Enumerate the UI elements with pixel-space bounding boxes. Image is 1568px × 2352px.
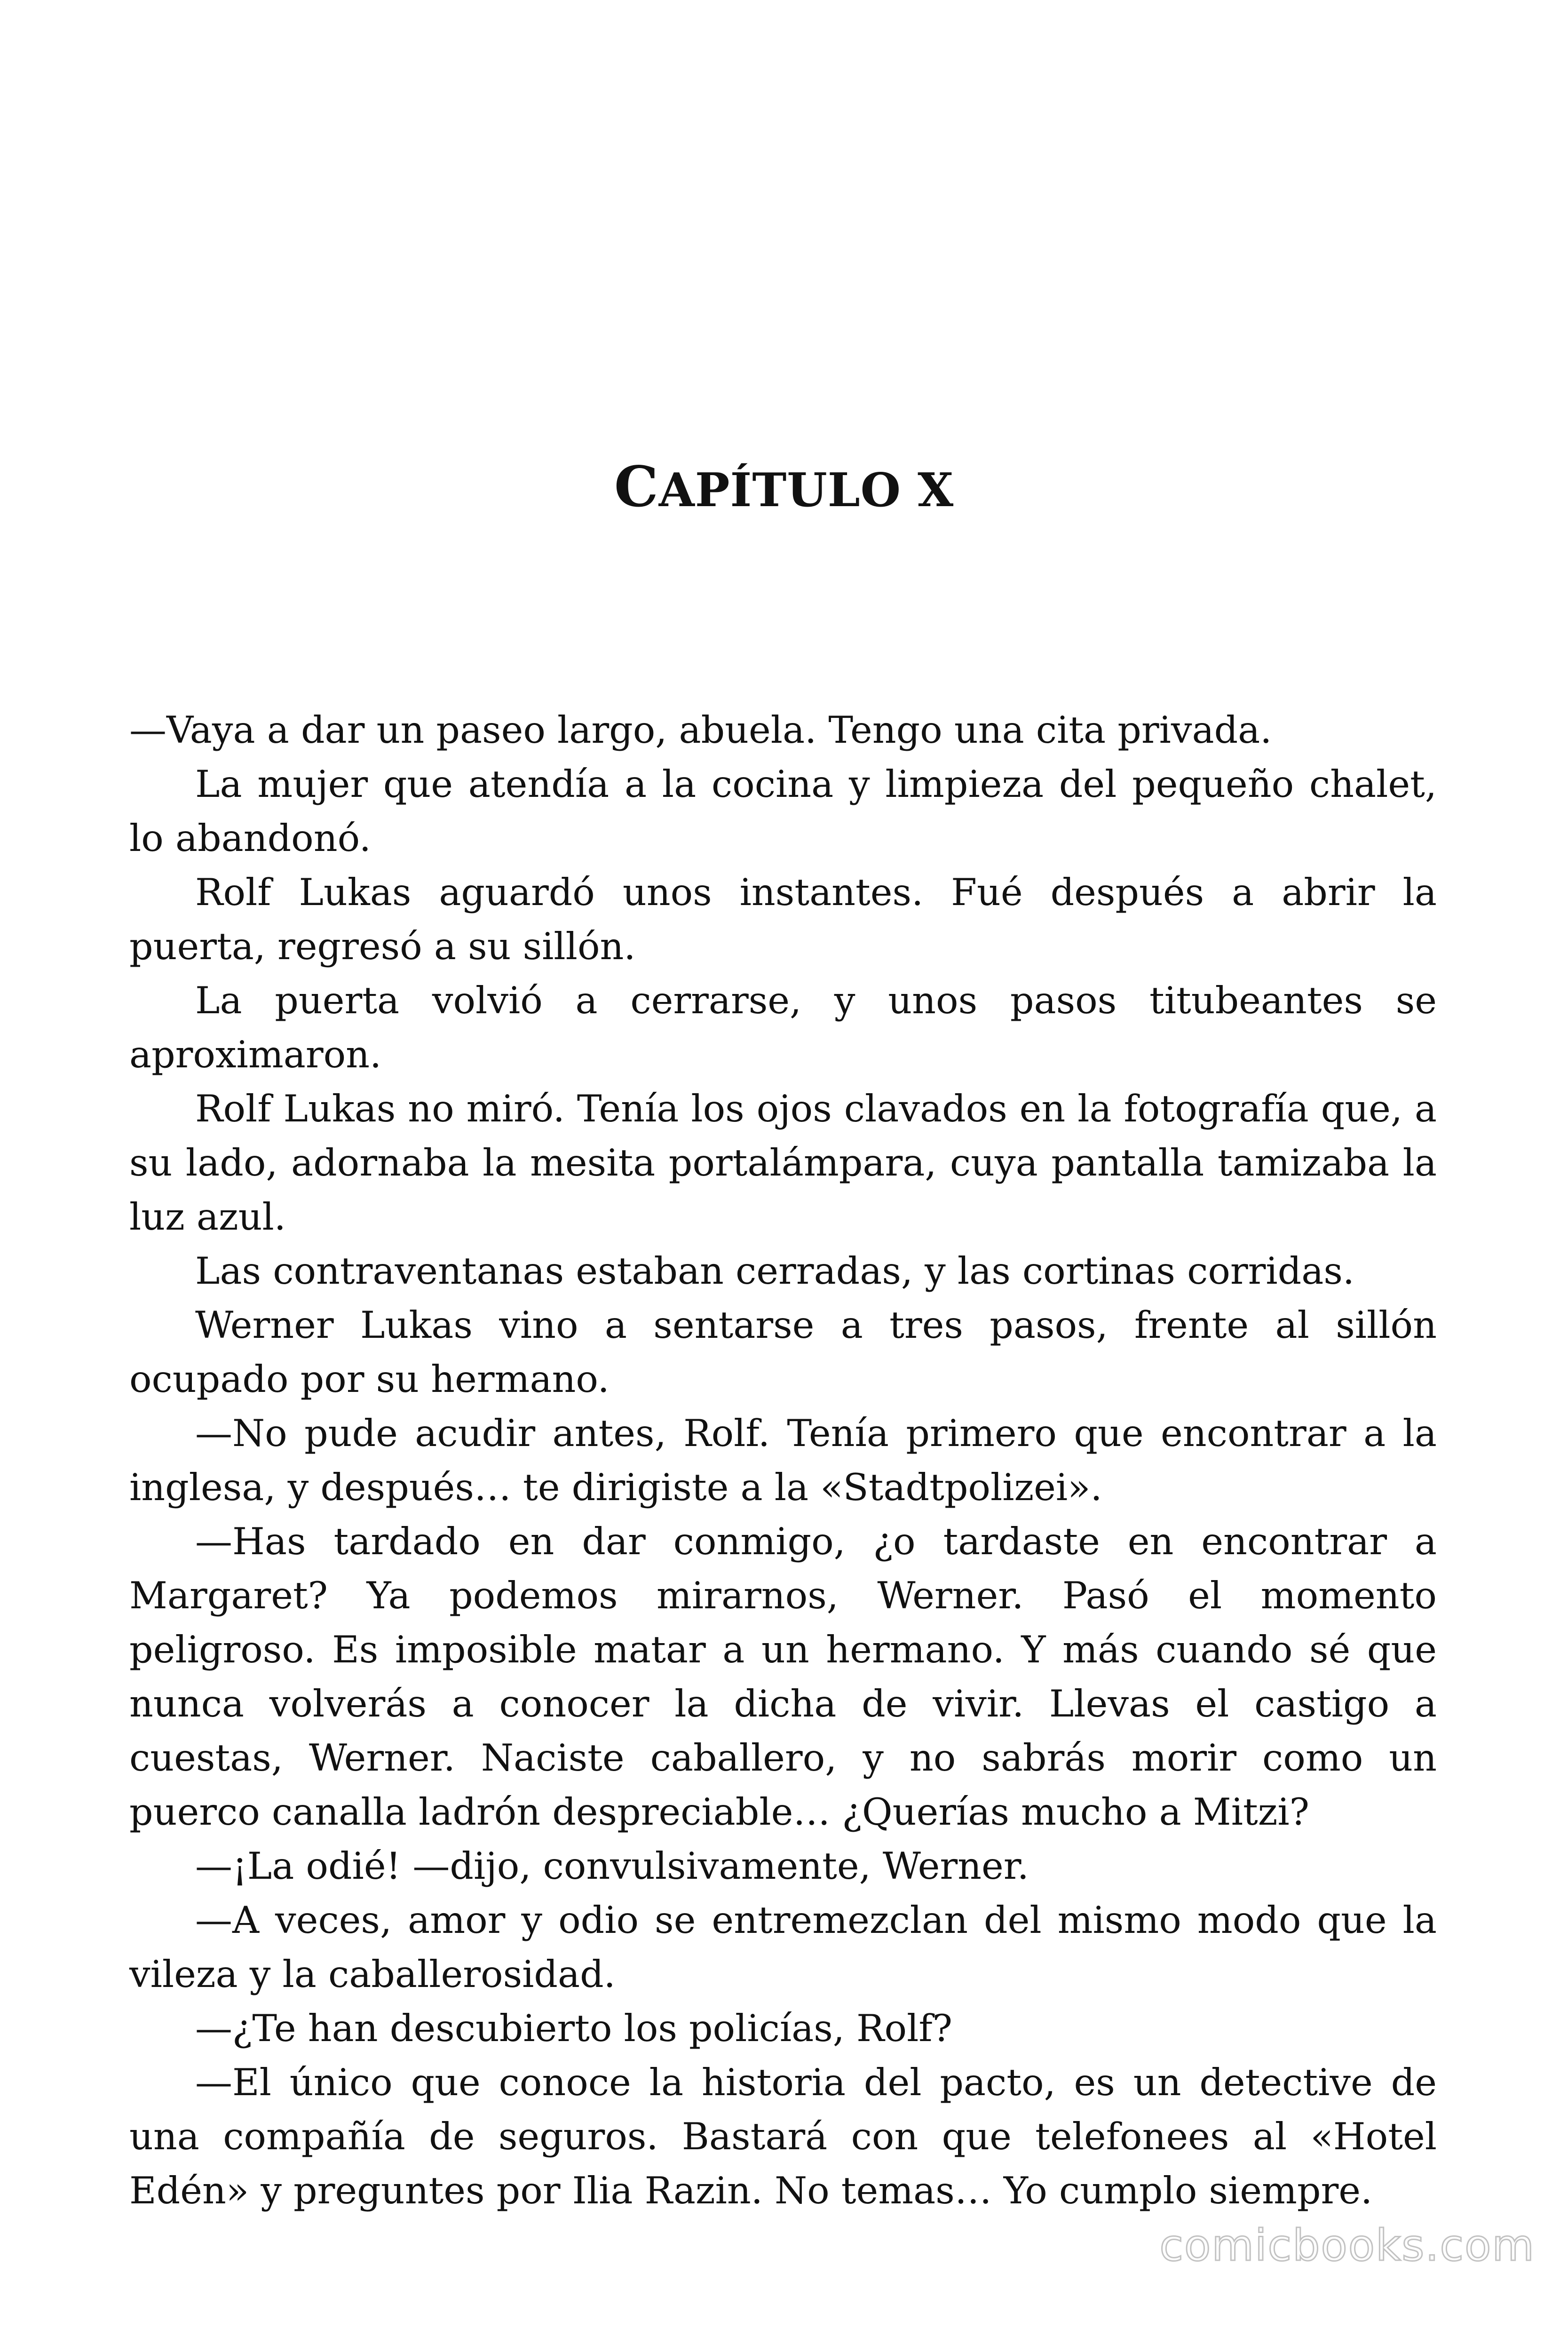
- paragraph: La puerta volvió a cerrarse, y unos pasos titubeantes se aproximaron.: [129, 979, 1437, 1076]
- paragraph: Rolf Lukas no miró. Tenía los ojos clavados en la fotografía que, a su lado, adornaba la mesita portalámpara, cuya pantalla tamizaba la luz azul.: [129, 1087, 1437, 1239]
- chapter-title-initial: C: [614, 454, 659, 519]
- paragraph: —No pude acudir antes, Rolf. Tenía primero que encontrar a la inglesa, y después… te dirigiste a la «Stadtpolizei».: [129, 1412, 1437, 1509]
- paragraph: Werner Lukas vino a sentarse a tres pasos, frente al sillón ocupado por su hermano.: [129, 1303, 1437, 1401]
- chapter-body: [129, 703, 1437, 2218]
- chapter-title-rest: APÍTULO X: [658, 463, 954, 517]
- paragraph: La mujer que atendía a la cocina y limpieza del pequeño chalet, lo abandonó.: [129, 763, 1437, 860]
- watermark: comicbooks.com: [1159, 2220, 1535, 2271]
- paragraph: —El único que conoce la historia del pacto, es un detective de una compañía de seguros. Bastará con que telefonees al «Hotel Edén» y preguntes por Ilia Razin. No temas… Yo cumplo siempre.: [129, 2061, 1437, 2212]
- paragraph: Rolf Lukas aguardó unos instantes. Fué después a abrir la puerta, regresó a su sillón.: [129, 871, 1437, 968]
- paragraph: Las contraventanas estaban cerradas, y las cortinas corridas.: [195, 1249, 1355, 1293]
- paragraph: —Has tardado en dar conmigo, ¿o tardaste en encontrar a Margaret? Ya podemos mirarnos, Werner. Pasó el momento peligroso. Es imposible matar a un hermano. Y más cuando sé que nunca volverás a conocer la dicha de vivir. Llevas el castigo a cuestas, Werner. Naciste caballero, y no sabrás morir como un puerco canalla ladrón despreciable… ¿Querías mucho a Mitzi?: [129, 1520, 1437, 1834]
- paragraph: —Vaya a dar un paseo largo, abuela. Tengo una cita privada.: [129, 708, 1272, 752]
- paragraph: —¿Te han descubierto los policías, Rolf?: [195, 2007, 952, 2050]
- paragraph: —¡La odié! —dijo, convulsivamente, Werner.: [195, 1844, 1029, 1888]
- chapter-title: [0, 454, 1568, 519]
- paragraph: —A veces, amor y odio se entremezclan del mismo modo que la vileza y la caballerosidad.: [129, 1899, 1437, 1996]
